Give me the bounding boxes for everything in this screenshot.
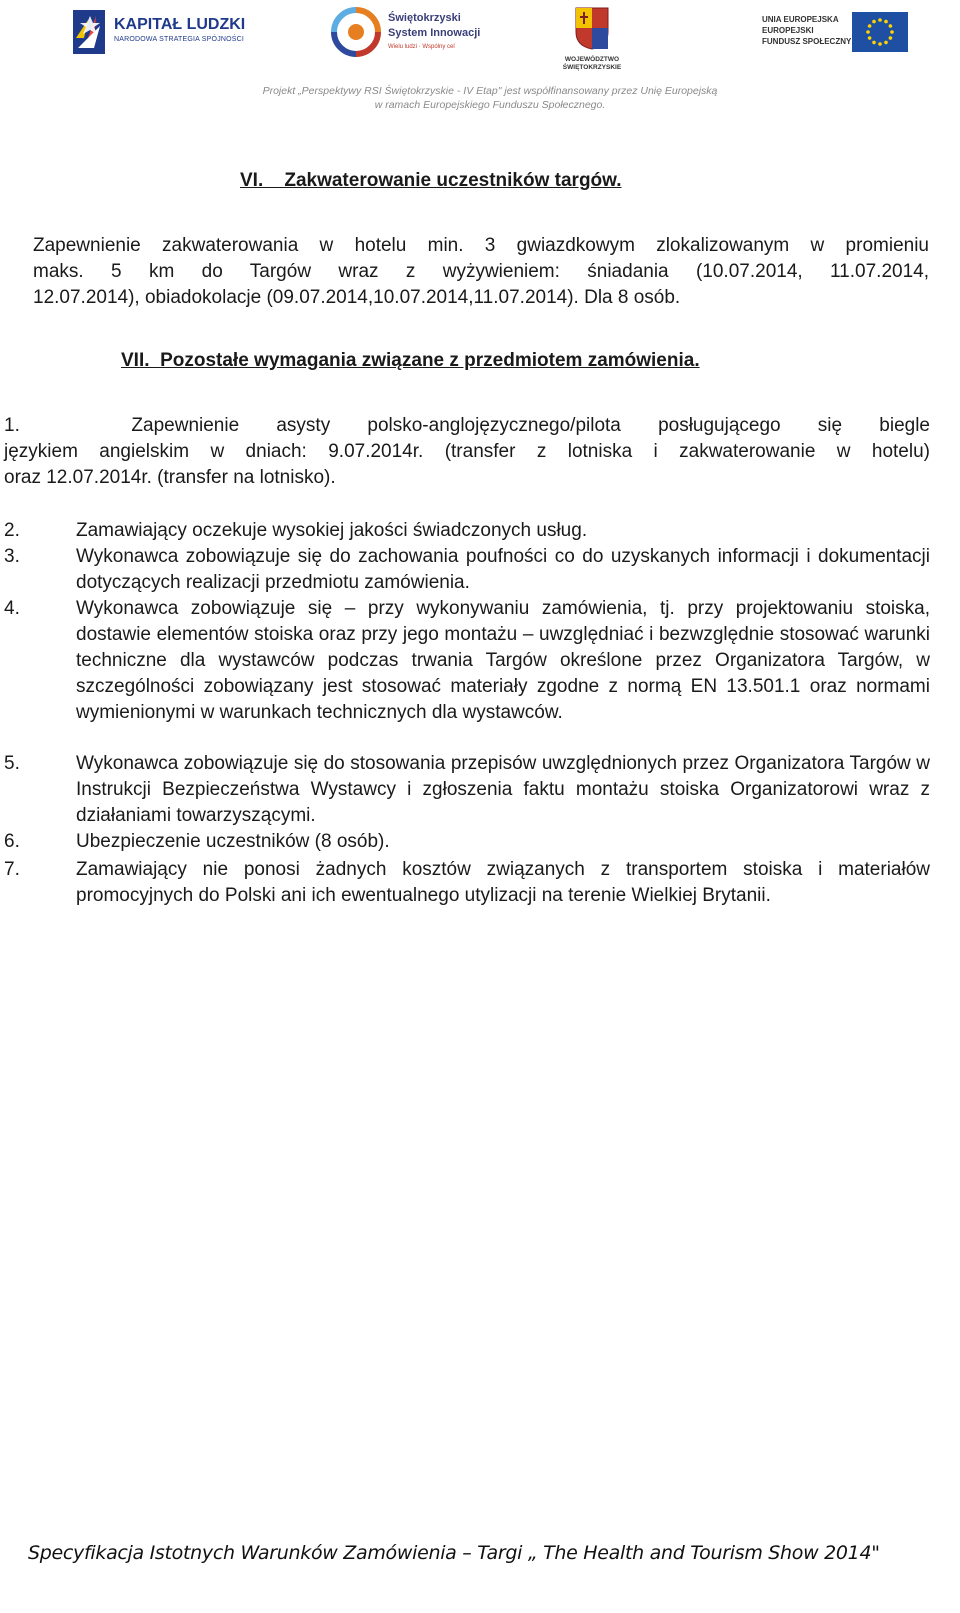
logo-kapital-ludzki (70, 8, 260, 58)
ssi-line2: System Innowacji (388, 27, 481, 39)
section-vi-line-2: maks. 5 km do Targów wraz z wyżywieniem: śniadania (10.07.2014, 11.07.2014, (33, 261, 929, 282)
project-note-line2: w ramach Europejskiego Funduszu Społecznego. (374, 99, 606, 111)
project-note-line1: Projekt „Perspektywy RSI Świętokrzyskie - IV Etap" jest współfinansowany przez Unię Europejską (262, 85, 718, 97)
logo-unia-europejska (762, 10, 912, 54)
list-item (4, 596, 930, 726)
list-item-number: 6. (4, 831, 20, 852)
eu-flag-icon (852, 12, 908, 52)
section-vi-paragraph (33, 233, 929, 311)
list-item (4, 829, 930, 855)
list-item (4, 518, 930, 544)
section-vi-line-3: 12.07.2014), obiadokolacje (09.07.2014,10.07.2014,11.07.2014). Dla 8 osób. (33, 287, 681, 308)
list-item-text: Wykonawca zobowiązuje się – przy wykonywaniu zamówienia, tj. przy projektowaniu stoiska, dostawie elementów stoiska oraz przy jego montażu – uwzględniać i bezwzględnie stosować warunki techniczne dla wystawców podczas trwania Targów określone przez Organizatora Targów, w szczególności zobowiązany jest stosować materiały zgodne z normą EN 13.501.1 oraz normami wymienionymi w warunkach technicznych dla wystawców. (76, 598, 930, 723)
ue-line3: FUNDUSZ SPOŁECZNY (762, 37, 852, 46)
list-item-number: 5. (4, 753, 20, 774)
kapital-ludzki-emblem-icon (70, 8, 110, 56)
header-logos (0, 0, 960, 120)
section-vi-line-1: Zapewnienie zakwaterowania w hotelu min. 3 gwiazdkowym zlokalizowanym w promieniu (33, 235, 929, 256)
list-item-text: Ubezpieczenie uczestników (8 osób). (76, 831, 390, 852)
ue-text (762, 14, 851, 47)
list-item-text: Zamawiający nie ponosi żadnych kosztów związanych z transportem stoiska i materiałów promocyjnych do Polski ani ich ewentualnego utylizacji na terenie Wielkiej Brytanii. (76, 859, 930, 906)
item-1-line-3: oraz 12.07.2014r. (transfer na lotnisko). (4, 467, 336, 488)
list-item-number: 2. (4, 520, 20, 541)
ue-line1: UNIA EUROPEJSKA (762, 15, 839, 24)
list-item (4, 544, 930, 596)
logo-swietokrzyski-system-innowacji (330, 6, 520, 58)
list-item-text: Wykonawca zobowiązuje się do stosowania przepisów uwzględnionych przez Organizatora Targów w Instrukcji Bezpieczeństwa Wystawcy i zgłoszenia faktu montażu stoiska Organizatorowi wraz z działaniami towarzyszącymi. (76, 753, 930, 826)
list-item-number: 4. (4, 598, 20, 619)
coat-of-arms-icon (574, 6, 610, 50)
logo-wojewodztwo (562, 6, 622, 71)
kapital-ludzki-name: KAPITAŁ LUDZKI (114, 16, 246, 33)
section-vii-item-1 (4, 413, 930, 491)
ssi-tagline: Wielu ludzi · Wspólny cel (388, 44, 455, 50)
list-item-number: 3. (4, 546, 20, 567)
kapital-ludzki-subtitle: NARODOWA STRATEGIA SPÓJNOŚCI (114, 36, 245, 43)
item-1-line-1: 1. Zapewnienie asysty polsko-anglojęzycznego/pilota posługującego się biegle (4, 415, 930, 436)
list-item-text: Wykonawca zobowiązuje się do zachowania poufności co do uzyskanych informacji i dokumentacji dotyczących realizacji przedmiotu zamówienia. (76, 546, 930, 593)
list-item (4, 857, 930, 909)
list-item (4, 751, 930, 829)
wojewodztwo-line1: WOJEWÓDZTWO (564, 56, 620, 63)
project-cofinancing-note (250, 84, 730, 112)
item-1-line-2: językiem angielskim w dniach: 9.07.2014r. (transfer z lotniska i zakwaterowanie w hotelu) (4, 441, 930, 462)
page-footer: Specyfikacja Istotnych Warunków Zamówienia – Targi „ The Health and Tourism Show 2014" (28, 1542, 880, 1564)
list-item-text: Zamawiający oczekuje wysokiej jakości świadczonych usług. (76, 520, 588, 541)
list-item-number: 7. (4, 859, 20, 880)
ssi-line1: Świętokrzyski (388, 12, 461, 24)
ue-line2: EUROPEJSKI (762, 26, 814, 35)
wojewodztwo-label (562, 56, 622, 72)
wojewodztwo-line2: ŚWIĘTOKRZYSKIE (562, 64, 622, 71)
ssi-ring-icon (330, 6, 382, 58)
section-vii-title: VII. Pozostałe wymagania związane z przedmiotem zamówienia. (121, 350, 700, 371)
section-vi-title: VI. Zakwaterowanie uczestników targów. (240, 170, 622, 191)
